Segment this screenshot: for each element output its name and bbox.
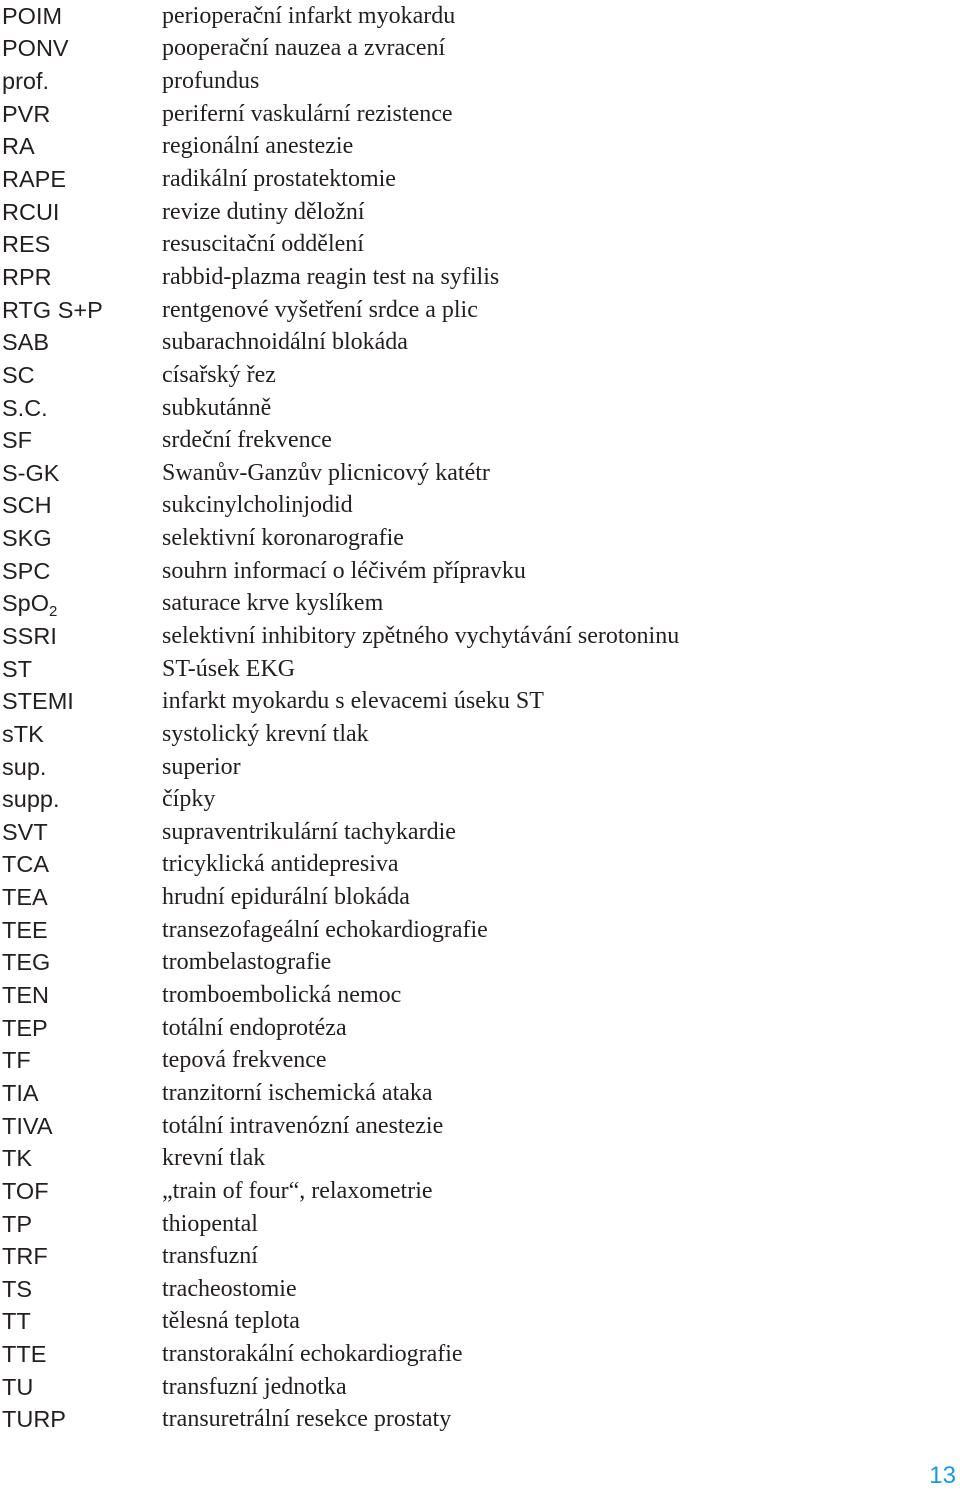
- definition: infarkt myokardu s elevacemi úseku ST: [162, 688, 544, 715]
- abbreviation-text: sup.: [2, 753, 47, 780]
- glossary-entry: [0, 1404, 960, 1437]
- glossary-entry: [0, 1012, 960, 1045]
- abbreviation: [0, 590, 162, 621]
- definition: souhrn informací o léčivém přípravku: [162, 557, 526, 584]
- glossary-entry: [0, 228, 960, 261]
- abbreviation-text: TK: [2, 1145, 33, 1172]
- abbreviation: [0, 101, 162, 128]
- abbreviation-text: TS: [2, 1275, 33, 1302]
- abbreviation: [0, 623, 162, 650]
- definition: regionální anestezie: [162, 133, 354, 160]
- glossary-entry: [0, 914, 960, 947]
- glossary-entry: [0, 1371, 960, 1404]
- glossary-entry: [0, 849, 960, 882]
- abbreviation-text: SVT: [2, 818, 48, 845]
- abbreviation-text: RPR: [2, 263, 52, 290]
- abbreviation: [0, 721, 162, 748]
- abbreviation-text: RTG S+P: [2, 296, 103, 323]
- abbreviation-text: SKG: [2, 525, 52, 552]
- abbreviation-text: PVR: [2, 100, 51, 127]
- abbreviation-text: RA: [2, 133, 35, 160]
- definition: thiopental: [162, 1210, 258, 1237]
- abbreviation: [0, 395, 162, 422]
- glossary-entry: [0, 1142, 960, 1175]
- definition: hrudní epidurální blokáda: [162, 884, 410, 911]
- abbreviation: [0, 558, 162, 585]
- abbreviation-text: supp.: [2, 786, 60, 813]
- glossary-entry: [0, 326, 960, 359]
- glossary-entry: [0, 392, 960, 425]
- abbreviation-text: TEG: [2, 949, 51, 976]
- glossary-entry: [0, 1240, 960, 1273]
- abbreviation: [0, 1080, 162, 1107]
- abbreviation-text: SSRI: [2, 622, 57, 649]
- abbreviation-text: TU: [2, 1373, 34, 1400]
- definition: selektivní inhibitory zpětného vychytávání serotoninu: [162, 622, 680, 649]
- definition: tělesná teplota: [162, 1308, 300, 1335]
- glossary-entry: [0, 718, 960, 751]
- abbreviation: [0, 851, 162, 878]
- glossary-entry: [0, 1110, 960, 1143]
- abbreviation: [0, 362, 162, 389]
- abbreviation-text: TEE: [2, 916, 48, 943]
- abbreviation: [0, 917, 162, 944]
- abbreviation-text: TF: [2, 1047, 31, 1074]
- abbreviation: [0, 1015, 162, 1042]
- abbreviation: [0, 1113, 162, 1140]
- glossary-entry: [0, 294, 960, 327]
- abbreviation: [0, 199, 162, 226]
- abbreviation-text: prof.: [2, 68, 50, 95]
- definition: císařský řez: [162, 361, 276, 388]
- abbreviation-text: TT: [2, 1308, 31, 1335]
- glossary-entry: [0, 979, 960, 1012]
- glossary-entry: [0, 881, 960, 914]
- definition: revize dutiny děložní: [162, 198, 365, 225]
- glossary-entry: [0, 653, 960, 686]
- definition: rabbid-plazma reagin test na syfilis: [162, 263, 500, 290]
- definition: transezofageální echokardiografie: [162, 916, 488, 943]
- abbreviation: [0, 884, 162, 911]
- abbreviation: [0, 1341, 162, 1368]
- abbreviation-text: POIM: [2, 2, 63, 29]
- abbreviation: [0, 1178, 162, 1205]
- abbreviation-text: TOF: [2, 1177, 49, 1204]
- abbreviation-text: TEA: [2, 884, 48, 911]
- definition: tracheostomie: [162, 1275, 297, 1302]
- abbreviation: [0, 1145, 162, 1172]
- abbreviation: [0, 1047, 162, 1074]
- glossary-entry: [0, 33, 960, 66]
- abbreviation: [0, 492, 162, 519]
- abbreviation: [0, 819, 162, 846]
- glossary-entry: [0, 1273, 960, 1306]
- abbreviation: [0, 133, 162, 160]
- abbreviation-text: TCA: [2, 851, 49, 878]
- glossary-entry: [0, 1306, 960, 1339]
- abbreviation: [0, 3, 162, 30]
- glossary-entry: [0, 685, 960, 718]
- glossary-entry: [0, 588, 960, 621]
- definition: krevní tlak: [162, 1145, 266, 1172]
- definition: subkutánně: [162, 394, 272, 421]
- glossary-entry: [0, 98, 960, 131]
- glossary-entry: [0, 1338, 960, 1371]
- glossary-entry: [0, 816, 960, 849]
- glossary-entry: [0, 0, 960, 33]
- abbreviation-text: TIA: [2, 1079, 39, 1106]
- abbreviation-text: S-GK: [2, 459, 60, 486]
- abbreviation: [0, 460, 162, 487]
- abbreviation: [0, 264, 162, 291]
- abbreviation-text: ST: [2, 655, 33, 682]
- abbreviation: [0, 525, 162, 552]
- abbreviation-text: TEN: [2, 982, 49, 1009]
- abbreviation: [0, 427, 162, 454]
- definition: tepová frekvence: [162, 1047, 327, 1074]
- glossary-entry: [0, 1175, 960, 1208]
- definition: resuscitační oddělení: [162, 231, 364, 258]
- abbreviation-text: TEP: [2, 1014, 48, 1041]
- glossary-entry: [0, 424, 960, 457]
- abbreviation: [0, 1406, 162, 1433]
- definition: tranzitorní ischemická ataka: [162, 1079, 433, 1106]
- abbreviation-text: TIVA: [2, 1112, 53, 1139]
- abbreviation-subscript: 2: [49, 603, 58, 621]
- definition: superior: [162, 753, 241, 780]
- definition: saturace krve kyslíkem: [162, 590, 384, 617]
- definition: totální intravenózní anestezie: [162, 1112, 444, 1139]
- abbreviation: [0, 1211, 162, 1238]
- definition: srdeční frekvence: [162, 427, 332, 454]
- abbreviation-text: TRF: [2, 1243, 48, 1270]
- abbreviation: [0, 297, 162, 324]
- glossary-entry: [0, 163, 960, 196]
- abbreviation: [0, 949, 162, 976]
- abbreviation-text: SAB: [2, 329, 50, 356]
- abbreviation-text: SpO: [2, 590, 50, 617]
- abbreviation-text: RES: [2, 231, 51, 258]
- abbreviation-text: SF: [2, 427, 33, 454]
- definition: transfuzní: [162, 1243, 258, 1270]
- abbreviation: [0, 1374, 162, 1401]
- abbreviation-text: TURP: [2, 1406, 66, 1433]
- abbreviation-text: S.C.: [2, 394, 48, 421]
- definition: tricyklická antidepresiva: [162, 851, 399, 878]
- glossary-entry: [0, 1045, 960, 1078]
- definition: supraventrikulární tachykardie: [162, 818, 456, 845]
- glossary-entry: [0, 555, 960, 588]
- abbreviation: [0, 35, 162, 62]
- definition: selektivní koronarografie: [162, 525, 404, 552]
- abbreviation-text: sTK: [2, 720, 44, 747]
- definition: tromboembolická nemoc: [162, 982, 402, 1009]
- glossary-entry: [0, 1077, 960, 1110]
- glossary-entry: [0, 490, 960, 523]
- abbreviation-text: TTE: [2, 1341, 47, 1368]
- abbreviation: [0, 1276, 162, 1303]
- definition: profundus: [162, 68, 260, 95]
- glossary-entry: [0, 620, 960, 653]
- abbreviation: [0, 754, 162, 781]
- abbreviation-text: RCUI: [2, 198, 60, 225]
- definition: „train of four“, relaxometrie: [162, 1177, 433, 1204]
- abbreviation-text: SC: [2, 361, 35, 388]
- abbreviation: [0, 231, 162, 258]
- abbreviation: [0, 656, 162, 683]
- definition: perioperační infarkt myokardu: [162, 2, 456, 29]
- definition: Swanův-Ganzův plicnicový katétr: [162, 459, 490, 486]
- page-number: 13: [929, 1462, 956, 1489]
- abbreviation: [0, 68, 162, 95]
- definition: ST-úsek EKG: [162, 655, 296, 682]
- definition: sukcinylcholinjodid: [162, 492, 353, 519]
- abbreviation-text: SCH: [2, 492, 52, 519]
- glossary-entry: [0, 196, 960, 229]
- glossary-entry: [0, 522, 960, 555]
- definition: totální endoprotéza: [162, 1014, 347, 1041]
- glossary-entry: [0, 783, 960, 816]
- definition: subarachnoidální blokáda: [162, 329, 408, 356]
- abbreviation: [0, 982, 162, 1009]
- definition: rentgenové vyšetření srdce a plic: [162, 296, 478, 323]
- definition: čípky: [162, 786, 216, 813]
- abbreviation-text: TP: [2, 1210, 33, 1237]
- abbreviation: [0, 688, 162, 715]
- definition: transfuzní jednotka: [162, 1373, 347, 1400]
- glossary-entry: [0, 751, 960, 784]
- definition: systolický krevní tlak: [162, 720, 369, 747]
- abbreviation-text: STEMI: [2, 688, 74, 715]
- definition: transtorakální echokardiografie: [162, 1341, 463, 1368]
- abbreviation-text: SPC: [2, 557, 51, 584]
- abbreviation-text: RAPE: [2, 166, 66, 193]
- glossary-entry: [0, 947, 960, 980]
- glossary-entry: [0, 131, 960, 164]
- abbreviation: [0, 329, 162, 356]
- glossary-entry: [0, 65, 960, 98]
- glossary-entry: [0, 1208, 960, 1241]
- definition: periferní vaskulární rezistence: [162, 100, 453, 127]
- definition: pooperační nauzea a zvracení: [162, 35, 446, 62]
- abbreviation: [0, 166, 162, 193]
- definition: radikální prostatektomie: [162, 166, 396, 193]
- glossary-entry: [0, 359, 960, 392]
- abbreviation: [0, 1243, 162, 1270]
- definition: transuretrální resekce prostaty: [162, 1406, 452, 1433]
- abbreviation: [0, 1308, 162, 1335]
- abbreviation-text: PONV: [2, 35, 69, 62]
- glossary-entry: [0, 261, 960, 294]
- definition: trombelastografie: [162, 949, 332, 976]
- abbreviation: [0, 786, 162, 813]
- glossary-entry: [0, 457, 960, 490]
